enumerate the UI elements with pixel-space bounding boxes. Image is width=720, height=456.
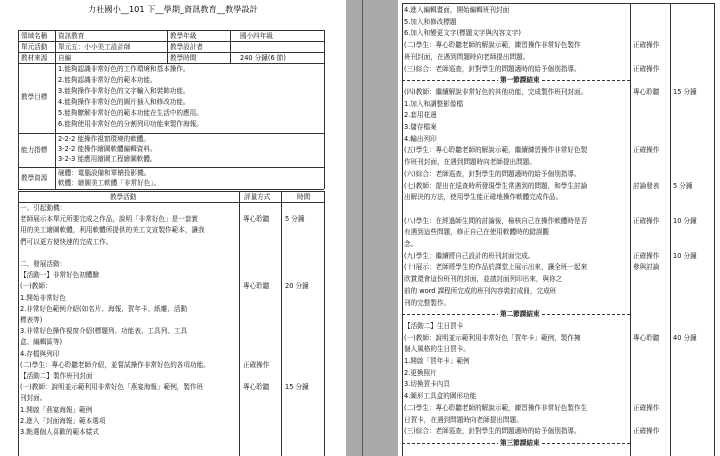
activity-text: (二)學生：專心聆聽老師的解說示範，練習操作非常好色製作生 (404, 403, 588, 412)
activity-text: 3.點選個人喜歡的範本樣式 (20, 428, 99, 436)
activity-text: 盒、編輯區等) (20, 338, 63, 347)
table-rule (324, 191, 325, 456)
activity-text: 2.非常好色範例介紹(如名片、海報、賀年卡、紙雕、活動 (20, 304, 188, 313)
activity-text: (三)綜合：老師巡查，針對學生的問題適時的給予個別指導。 (404, 64, 581, 73)
left-document-page (0, 0, 346, 456)
right-document-page (398, 0, 720, 456)
resources-label: 教學資源 (21, 174, 48, 182)
time-allocation: 40 分鐘 (673, 333, 697, 342)
table-rule (18, 189, 324, 190)
activity-text: 老師展示本單元所要完成之作品，說明「非常好色」是一套實 (20, 215, 199, 224)
activity-text: (一)教師： (20, 282, 52, 291)
table-rule (55, 133, 56, 167)
assessment-method: 正確操作 (633, 146, 660, 155)
table-rule (18, 191, 19, 456)
table-rule (18, 133, 324, 134)
time-allocation: 15 分鐘 (285, 383, 309, 392)
assessment-method: 正確操作 (633, 251, 660, 260)
table-rule (18, 167, 324, 168)
assessment-method: 正確操作 (243, 360, 270, 369)
indicator-item: 2-2-2 能操作視窗環境的軟體。 (58, 135, 150, 143)
activity-text: 4.存檔與列印 (20, 349, 60, 358)
activity-text: 欣賞還會這份班刊的封面，並請封面列印出來，與你之 (404, 275, 563, 284)
table-rule (55, 63, 56, 133)
table-rule (18, 133, 19, 167)
activity-text: (一)教師：說明並示範利用非常好色「賀年卡」範例，製作擁 (404, 333, 581, 342)
activity-text: 2.套用花邊 (404, 111, 437, 120)
activity-text: (九)學生：繼續將自己設計的班刊封面完成。 (404, 251, 535, 260)
table-rule (18, 63, 19, 133)
goal-item: 5.能夠瞭解非常好色的範本功能在生活中的應用。 (58, 109, 203, 117)
activity-text: 日賀卡，在遇到問題時向老師提出問題。 (404, 415, 523, 424)
activity-text: 1.開啟「賀年卡」範例 (404, 357, 470, 365)
table-rule (18, 30, 19, 63)
column-header: 時間 (297, 193, 311, 201)
table-rule (670, 3, 671, 456)
document-title: 力社國小__101 下__學期_資訊教育__教學設計 (88, 4, 258, 14)
table-rule (402, 3, 714, 4)
assessment-method: 正確操作 (633, 403, 660, 412)
assessment-method: 專心聆聽 (243, 215, 270, 224)
header-label: 教材來源 (21, 54, 48, 62)
assessment-method: 專心聆聽 (633, 87, 660, 96)
time-allocation: 5 分鐘 (285, 215, 305, 224)
activity-text: (三)綜合：老師巡查，針對學生的問題適時的給予個別指導。 (404, 427, 581, 436)
header-label: 單元活動 (21, 43, 48, 51)
activity-text: 1.開啟「燕宴海報」範例 (20, 405, 93, 414)
activity-text: 刊的完整製作。 (404, 298, 451, 307)
time-allocation: 10 分鐘 (673, 251, 697, 260)
table-rule (18, 30, 324, 31)
assessment-method: 正確操作 (633, 64, 660, 73)
activity-text: (一)教師：說明並示範利用非常好色「燕宴海報」範例，製作班 (20, 383, 204, 392)
page-separator-line (362, 0, 363, 456)
activity-text: 作班刊封面，在遇到問題時向老師提出問題。 (404, 158, 536, 167)
table-rule (167, 30, 168, 63)
header-value: 資訊教育 (58, 32, 85, 40)
activity-text: 3.儲存檔案 (404, 123, 437, 131)
table-rule (18, 191, 324, 192)
table-rule (18, 202, 324, 203)
table-rule (324, 133, 325, 167)
activity-text: (七)教師：提出在巡查時所發現學生常遇到的問題，和學生討論 (404, 181, 588, 190)
goal-item: 6.能夠使用非常好色的分割列印功能來製作海報。 (58, 120, 203, 128)
goals-label: 教學目標 (21, 93, 48, 101)
time-allocation: 5 分鐘 (673, 181, 693, 190)
goal-item: 3.能夠操作非常好色的文字輸入和裝飾功能。 (58, 87, 190, 95)
activity-text: (二)學生：專心聆聽老師介紹，並嘗試操作非常好色的各項功能。 (20, 360, 210, 369)
activity-text: (五)學生：專心聆聽老師的解說示範，繼續練習操作非常好色製 (404, 146, 588, 155)
table-rule (402, 3, 403, 456)
resource-item: 硬體：電腦設備和單槍投影機。 (58, 169, 151, 177)
activity-text: 1.開始非常好色 (20, 293, 66, 302)
table-rule (18, 63, 324, 64)
activity-text: 出解決的方法，使用學生能正確地操作軟體完成作品。 (404, 193, 563, 202)
table-rule (18, 41, 324, 42)
column-header: 教學活動 (110, 193, 137, 201)
activity-text: 2.進入「封面海報」範本選項 (20, 416, 106, 425)
activity-text: 3.切換賀卡內頁 (404, 380, 450, 389)
activity-text: 班刊封面，在遇到問題時向老師提出問題。 (404, 52, 530, 61)
activity-text: (四)教師：繼續解說非常好色的其他功能，完成製作班刊封面。 (404, 87, 588, 96)
activity-text: 【活動二】生日賀卡 (404, 321, 464, 330)
assessment-method: 正確操作 (633, 216, 660, 225)
time-allocation: 10 分鐘 (673, 216, 697, 225)
table-rule (55, 30, 56, 63)
activity-text: 6.加入和變更文字(標題文字與內容文字) (404, 29, 521, 38)
header-value: 240 分鐘(6 節) (240, 54, 286, 62)
header-label: 領域名稱 (21, 32, 48, 40)
header-value: 單元五：小小美工設計師 (58, 43, 131, 51)
table-rule (714, 3, 715, 456)
activity-text: 一、引起動機： (20, 204, 67, 212)
assessment-method: 專心聆聽 (243, 383, 270, 392)
activity-text: 4.輸出列印 (404, 134, 437, 143)
section-end-label: 第一節課結束 (500, 76, 540, 85)
time-allocation: 20 分鐘 (285, 282, 309, 291)
activity-text: 們可以更方便快速的完成工作。 (20, 237, 113, 246)
activity-text: 1.加入和調整影像檔 (404, 99, 464, 108)
table-rule (324, 167, 325, 189)
assessment-method: 正確操作 (633, 41, 660, 50)
header-value: 國小四年級 (240, 32, 273, 40)
activity-text: 念。 (404, 240, 418, 248)
activity-text: 用的美工繪圖軟體，利用軟體所提供的美工文宣製作範本，讓我 (20, 226, 205, 235)
activity-text: 前的 word 課程所完成的班刊內容裝釘成冊，完成班 (404, 286, 557, 295)
activity-text: 2.更換照片 (404, 368, 437, 377)
column-header: 評量方式 (244, 193, 271, 201)
table-rule (55, 167, 56, 189)
assessment-method: 正確操作 (633, 427, 660, 436)
activity-text: 5.加入和修改標題 (404, 17, 457, 26)
activity-text: 有遇到這些問題，修正自己在使用軟體時的錯誤觀 (404, 228, 550, 237)
goal-item: 1.能夠認識非常好色的工作環境和基本操作。 (58, 65, 190, 73)
indicators-label: 能力指標 (21, 146, 48, 154)
activity-text: 刊封面。 (20, 394, 47, 403)
goal-item: 2.能夠認識非常好色的範本功能。 (58, 76, 157, 84)
activity-text: 個人風格的生日賀卡。 (404, 345, 470, 354)
section-end-label: 第二節課結束 (500, 310, 540, 319)
table-rule (630, 3, 631, 456)
table-rule (324, 63, 325, 133)
assessment-method: 參與討論 (633, 263, 660, 272)
assessment-method: 討論發表 (633, 181, 660, 190)
activity-text: (八)學生：在經過師生間的討論後，檢核自己在操作軟體時是否 (404, 216, 588, 225)
table-rule (281, 191, 282, 456)
header-value: 自編 (58, 54, 72, 62)
activity-text: 【活動二】製作班刊封面 (20, 372, 93, 380)
resource-item: 軟體：繪圖美工軟體「非常好色」。 (58, 179, 161, 187)
indicator-item: 3-2-2 能操作繪圖軟體編輯資料。 (58, 145, 157, 153)
table-rule (18, 52, 324, 53)
activity-text: (二)學生：專心聆聽老師的解說示範，練習操作非常好色製作 (404, 41, 581, 50)
section-end-label: 第三節課結束 (500, 438, 540, 447)
assessment-method: 專心聆聽 (243, 282, 270, 291)
activity-text: (六)綜合：老師巡查，針對學生的問題適時的給予個別指導。 (404, 169, 581, 178)
activity-text: 二、發展活動： (20, 260, 67, 268)
time-allocation: 15 分鐘 (673, 87, 697, 96)
table-rule (230, 30, 231, 63)
assessment-method: 專心聆聽 (633, 333, 660, 342)
activity-text: 4.圖形工具盒的圖形功能 (404, 392, 477, 401)
table-rule (324, 30, 325, 63)
activity-text: (十)展示：老師將學生的作品於課堂上展示出來，讓全班一起來 (404, 263, 588, 272)
header-label: 教學設計者 (170, 43, 203, 51)
activity-text: 3.非常好色操作視窗介紹(標題列、功能表、工具列、工具 (20, 327, 188, 336)
table-rule (239, 191, 240, 456)
goal-item: 4.能夠操作非常好色的圖片插入和修改功能。 (58, 98, 190, 106)
header-label: 教學年級 (170, 32, 197, 40)
activity-text: 4.進入編輯畫面，開始編輯班刊封面 (404, 6, 510, 14)
table-rule (18, 167, 19, 189)
activity-text: 標表等) (20, 316, 43, 324)
activity-text: 【活動一】非常好色初體驗 (20, 271, 100, 280)
header-label: 教學時間 (170, 54, 197, 62)
indicator-item: 3-2-3 能應用繪圖工程繪圖軟體。 (58, 155, 157, 163)
